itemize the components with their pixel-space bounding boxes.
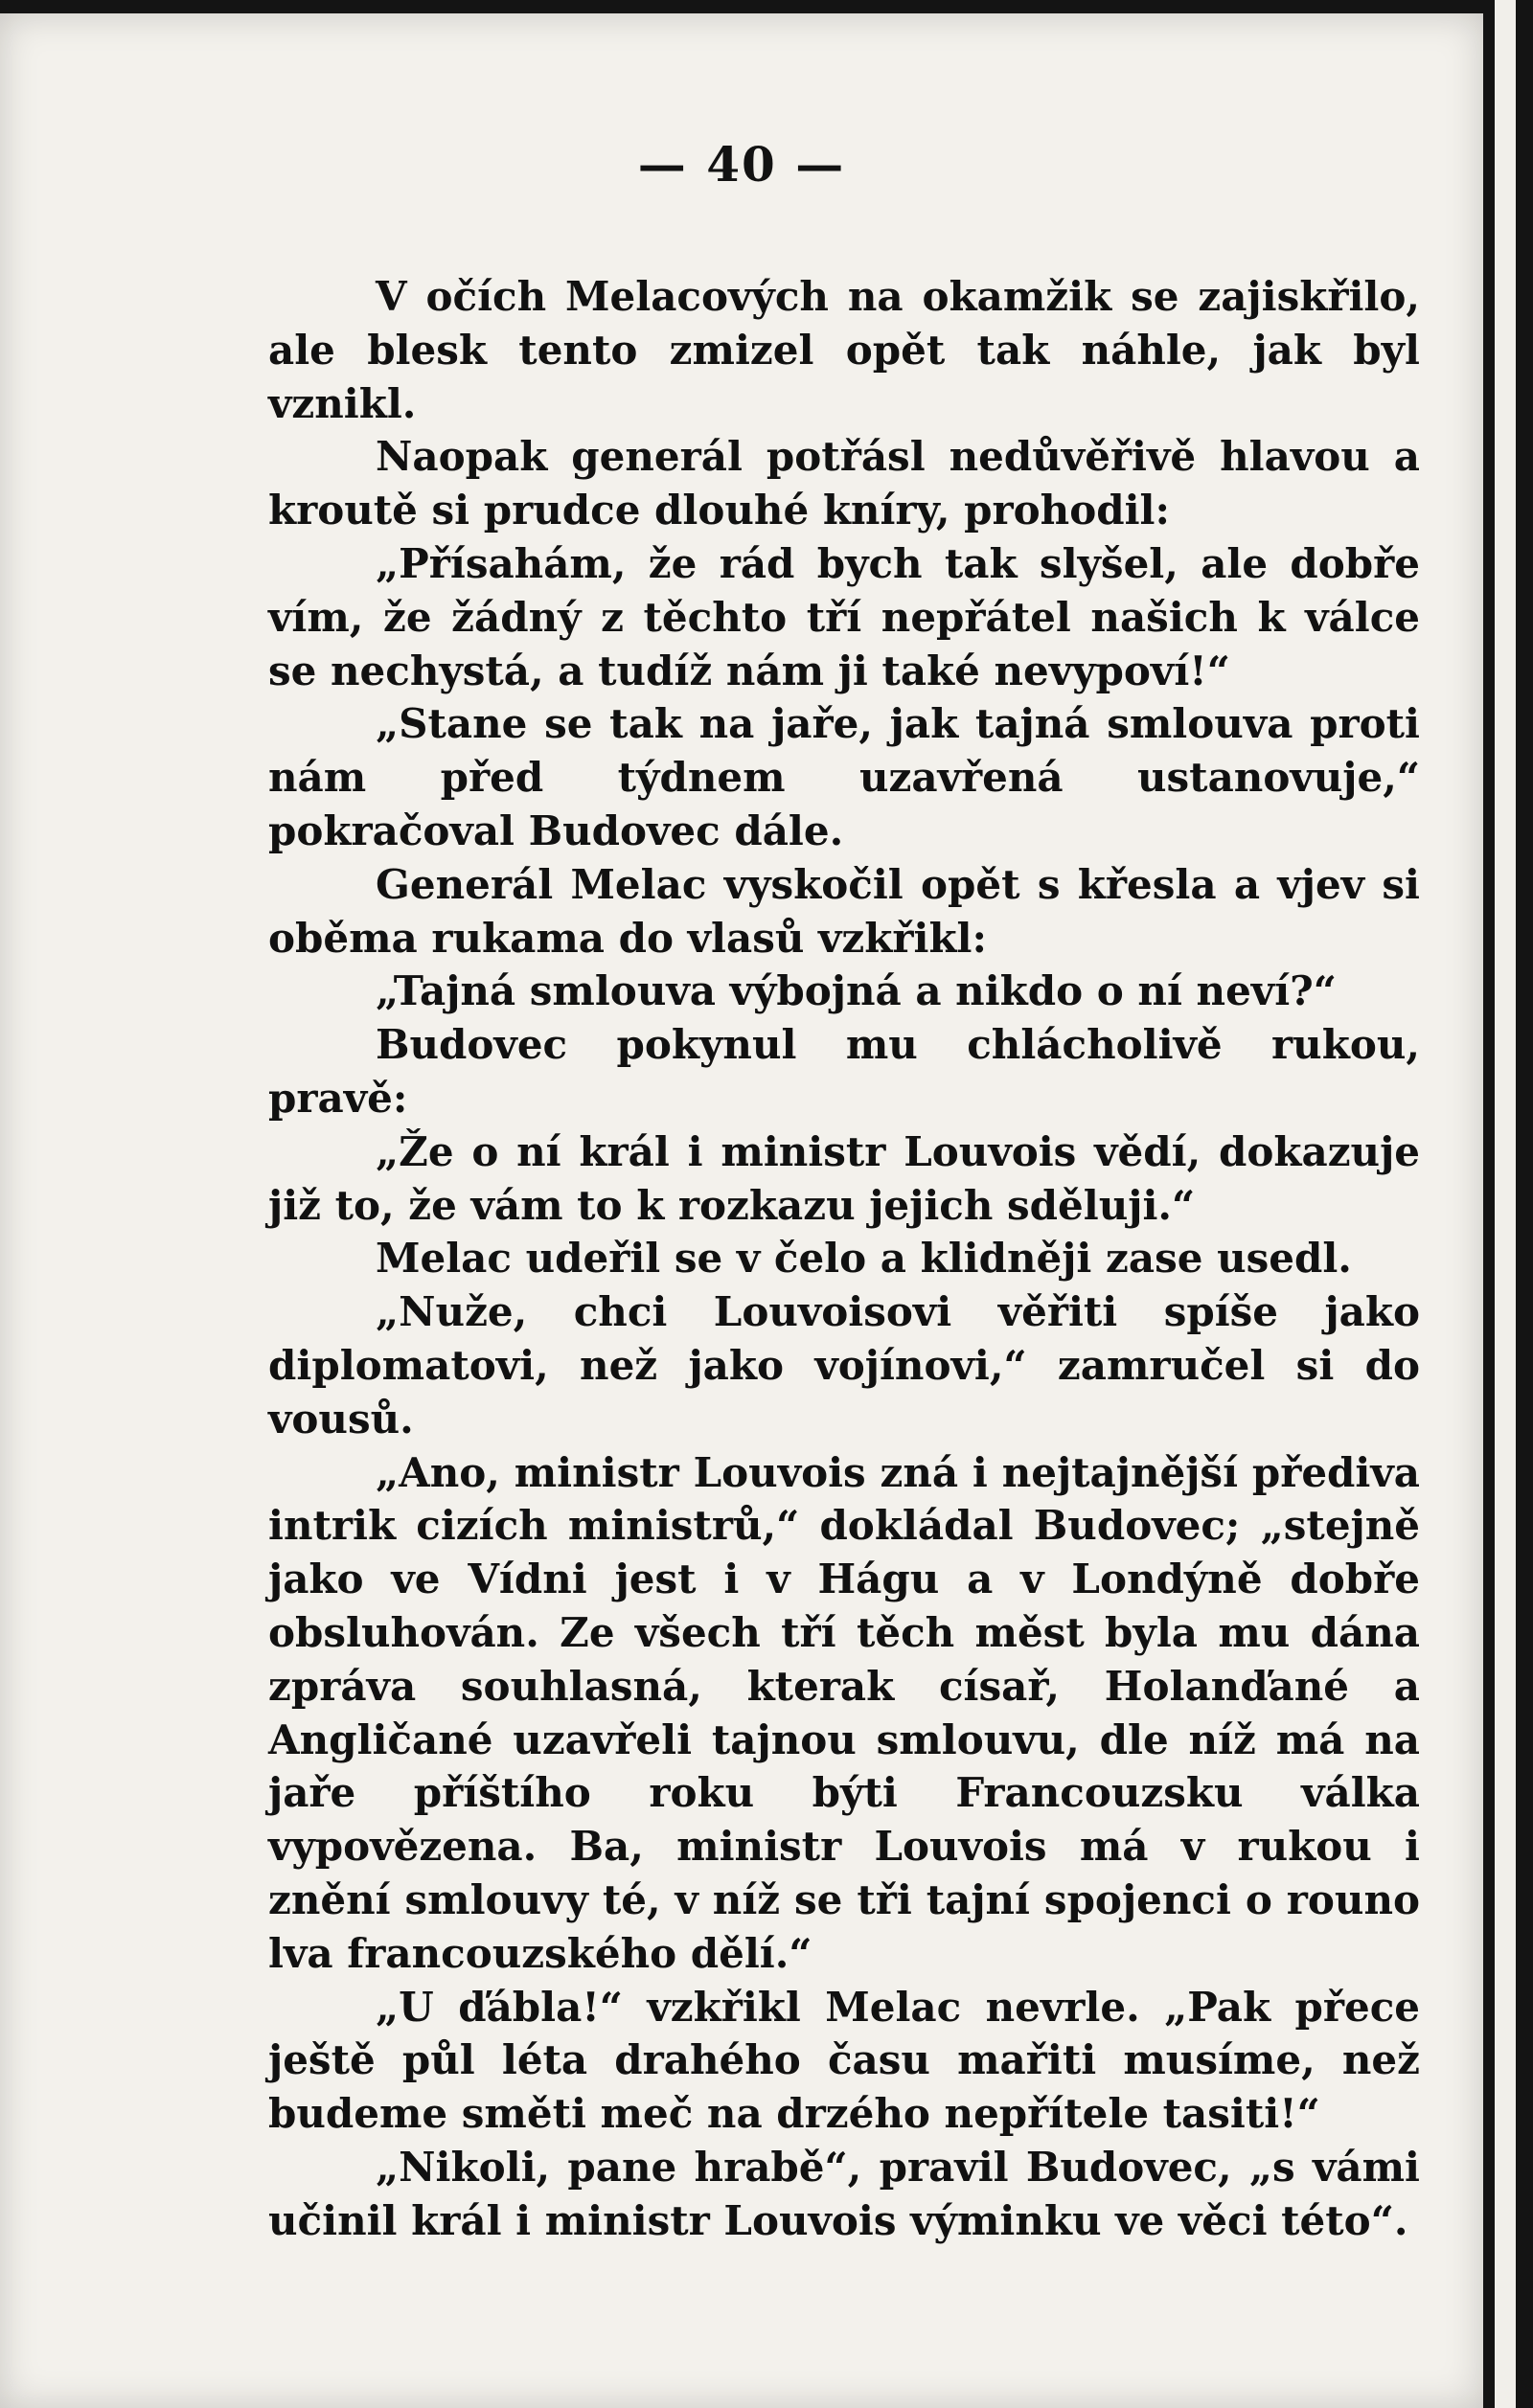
paragraph-9: Melac udeřil se v čelo a klidněji zase usedl. xyxy=(376,1235,1352,1283)
paragraph-7: Budovec pokynul mu chlácholivě rukou, pravě: xyxy=(268,1021,1420,1122)
paragraph-13: „Nikoli, pane hrabě“, pravil Budovec, „s vámi učinil král i ministr Louvois výminku ve věci této“. xyxy=(268,2143,1420,2244)
paragraph-8: „Že o ní král i ministr Louvois vědí, dokazuje již to, že vám to k rozkazu jejich sděluji.“ xyxy=(268,1127,1420,1229)
page-number: — 40 — xyxy=(637,136,846,193)
next-page-edge xyxy=(1495,0,1516,2408)
body-text xyxy=(268,270,1420,2247)
paragraph-12: „U ďábla!“ vzkřikl Melac nevrle. „Pak přece ještě půl léta drahého času mařiti musíme, než budeme směti meč na drzého nepřítele tasiti!“ xyxy=(268,1983,1420,2138)
paragraph-6: „Tajná smlouva výbojná a nikdo o ní neví?“ xyxy=(376,967,1337,1015)
paragraph-2: Naopak generál potřásl nedůvěřivě hlavou a kroutě si prudce dlouhé kníry, prohodil: xyxy=(268,433,1420,534)
paragraph-5: Generál Melac vyskočil opět s křesla a vjev si oběma rukama do vlasů vzkřikl: xyxy=(268,860,1420,962)
book-page xyxy=(0,13,1483,2408)
paragraph-4: „Stane se tak na jaře, jak tajná smlouva proti nám před týdnem uzavřená ustanovuje,“ pokračoval Budovec dále. xyxy=(268,700,1420,854)
paragraph-10: „Nuže, chci Louvoisovi věřiti spíše jako diplomatovi, než jako vojínovi,“ zamručel si do vousů. xyxy=(268,1288,1420,1443)
paragraph-11: „Ano, ministr Louvois zná i nejtajnější předivа intrik cizích ministrů,“ dokládal Budovec; „stejně jako ve Vídni jest i v Hágu a v Londýně dobře obsluhován. Ze všech tří těch měst byla mu dána zpráva souhlasná, kterak císař, Holanďané a Angličané uzavřeli tajnou smlouvu, dle níž má na jaře příštího roku býti Francouzsku válka vypovězena. Ba, ministr Louvois má v rukou i znění smlouvy té, v níž se tři tajní spojenci o rouno lva francouzského dělí.“ xyxy=(268,1448,1420,1977)
paragraph-3: „Přísahám, že rád bych tak slyšel, ale dobře vím, že žádný z těchto tří nepřátel našich k válce se nechystá, a tudíž nám ji také nevypoví!“ xyxy=(268,539,1420,694)
paragraph-1: V očích Melacových na okamžik se zajiskřilo, ale blesk tento zmizel opět tak náhle, jak byl vznikl. xyxy=(268,273,1420,427)
